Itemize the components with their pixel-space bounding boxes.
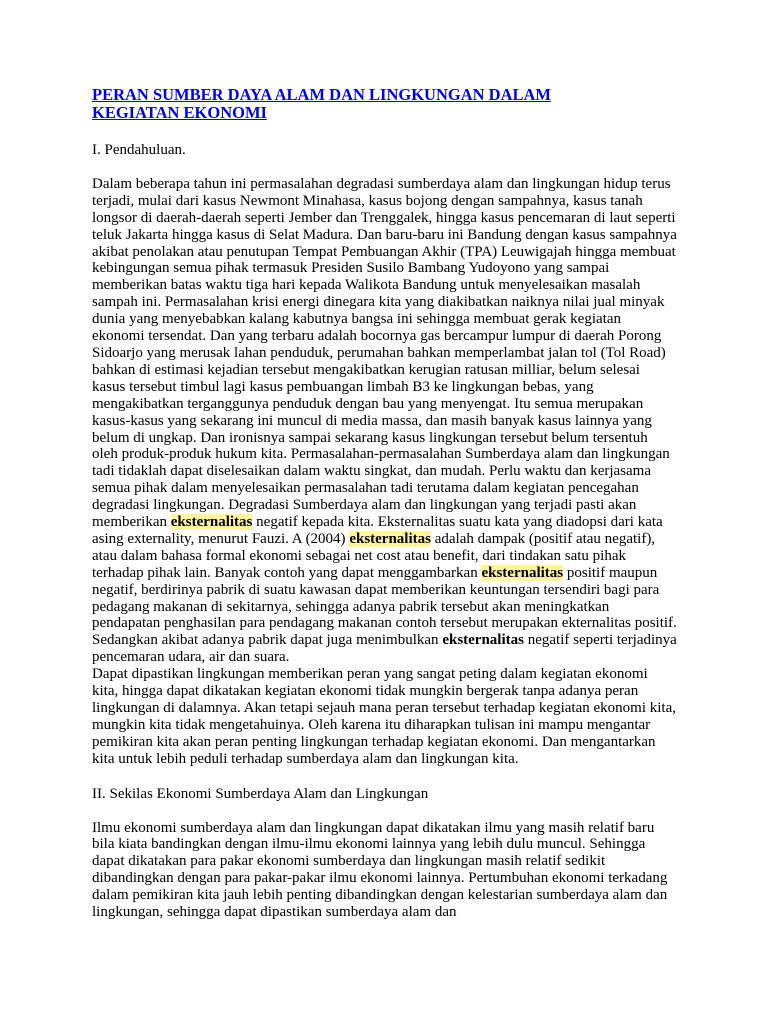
section-paragraph-pendahuluan	[92, 176, 677, 768]
section-paragraph-sekilas-ekonomi: Ilmu ekonomi sumberdaya alam dan lingkungan dapat dikatakan ilmu yang masih relatif baru bila kiata bandingkan dengan ilmu-ilmu ekonomi lainnya yang lebih dulu muncul. Sehingga dapat dikatakan para pakar ekonomi sumberdaya dan lingkungan masih relatif sedikit dibandingkan dengan para pakar-pakar ilmu ekonomi lainnya. Pertumbuhan ekonomi terkadang dalam pemikiran kita jauh lebih penting dibandingkan dengan kelestarian sumberdaya alam dan lingkungan, sehingga dapat dipastikan sumberdaya alam dan	[92, 819, 668, 921]
paragraph-text: negatif kepada kita. Eksternalitas suatu kata yang diadopsi dari kata asing externality, menurut Fauzi. A (2004)	[92, 514, 663, 547]
paragraph-text: negatif seperti terjadinya pencemaran udara, air dan suara.	[92, 632, 677, 666]
highlighted-term-eksternalitas: eksternalitas	[481, 564, 564, 581]
section-heading-pendahuluan: I. Pendahuluan.	[92, 142, 186, 158]
bold-term-eksternalitas: eksternalitas	[442, 632, 524, 649]
paragraph-text: adalah dampak (positif atau negatif), atau dalam bahasa formal ekonomi sebagai net cost atau benefit, dari tindakan satu pihak terhadap pihak lain. Banyak contoh yang dapat menggambarkan	[92, 530, 656, 581]
highlighted-term-eksternalitas: eksternalitas	[170, 514, 253, 531]
paragraph-text: Dapat dipastikan lingkungan memberikan peran yang sangat peting dalam kegiatan ekonomi kita, hingga dapat dikatakan kegiatan ekonomi tidak mungkin bergerak tanpa adanya peran lingkungan di dalamnya. Akan tetapi sejauh mana peran tersebut terhadap kegiatan ekonomi kita, mungkin kita tidak mengetahuinya. Oleh karena itu diharapkan tulisan ini mampu mengantar pemikiran kita akan peran penting lingkungan terhadap kegiatan ekonomi. Dan mengantarkan kita untuk lebih peduli terhadap sumberdaya alam dan lingkungan kita.	[92, 666, 676, 767]
highlighted-term-eksternalitas: eksternalitas	[349, 530, 431, 547]
paragraph-text: positif maupun negatif, berdirinya pabrik di suatu kawasan dapat memberikan keuntungan tersendiri bagi para pedagang makanan di sekitarnya, sehingga adanya pabrik tersebut akan meningkatkan pendapatan penghasilan para pendagang makanan contoh tersebut merupakan ekternalitas positif. Sedangkan akibat adanya pabrik dapat juga menimbulkan	[92, 564, 677, 649]
section-heading-sekilas-ekonomi: II. Sekilas Ekonomi Sumberdaya Alam dan Lingkungan	[92, 785, 429, 802]
document-title-link[interactable]: PERAN SUMBER DAYA ALAM DAN LINGKUNGAN DALAM KEGIATAN EKONOMI	[92, 85, 551, 122]
paragraph-text: Dalam beberapa tahun ini permasalahan degradasi sumberdaya alam dan lingkungan hidup terus terjadi, mulai dari kasus Newmont Minahasa, kasus bojong dengan sampahnya, kasus tanah longsor di daerah-daerah seperti Jember dan Trenggalek, hingga kasus pencemaran di laut seperti teluk Jakarta hingga kasus di Selat Madura. Dan baru-baru ini Bandung dengan kasus sampahnya akibat penolakan atau penutupan Tempat Pembuangan Akhir (TPA) Leuwigajah hingga membuat kebingungan semua pihak termasuk Presiden Susilo Bambang Yudoyono yang sampai memberikan batas waktu tiga hari kepada Walikota Bandung untuk menyelesaikan masalah sampah ini. Permasalahan krisi energi dinegara kita yang diakibatkan naiknya nilai jual minyak dunia yang menyebabkan kalang kabutnya bangsa ini sehingga membuat gerak kegiatan ekonomi tersendat. Dan yang terbaru adalah bocornya gas bercampur lumpur di daerah Porong Sidoarjo yang merusak lahan penduduk, perumahan bahkan memperlambat jalan tol (Tol Road) bahkan di estimasi kejadian tersebut mengakibatkan kerugian ratusan milliar, belum selesai kasus tersebut timbul lagi kasus pembuangan limbah B3 ke lingkungan bebas, yang mengakibatkan terganggunya penduduk dengan bau yang menyengat. Itu semua merupakan kasus-kasus yang sekarang ini muncul di media massa, dan masih banyak kasus lainnya yang belum di ungkap. Dan ironisnya sampai sekarang kasus lingkungan tersebut belum tersentuh oleh produk-produk hukum kita. Permasalahan-permasalahan Sumberdaya alam dan lingkungan tadi tidaklah dapat diselesaikan dalam waktu singkat, dan mudah. Perlu waktu dan kerjasama semua pihak dalam menyelesaikan permasalahan tadi terutama dalam kegiatan pencegahan degradasi lingkungan. Degradasi Sumberdaya alam dan lingkungan yang terjadi pasti akan memberikan	[92, 175, 677, 531]
